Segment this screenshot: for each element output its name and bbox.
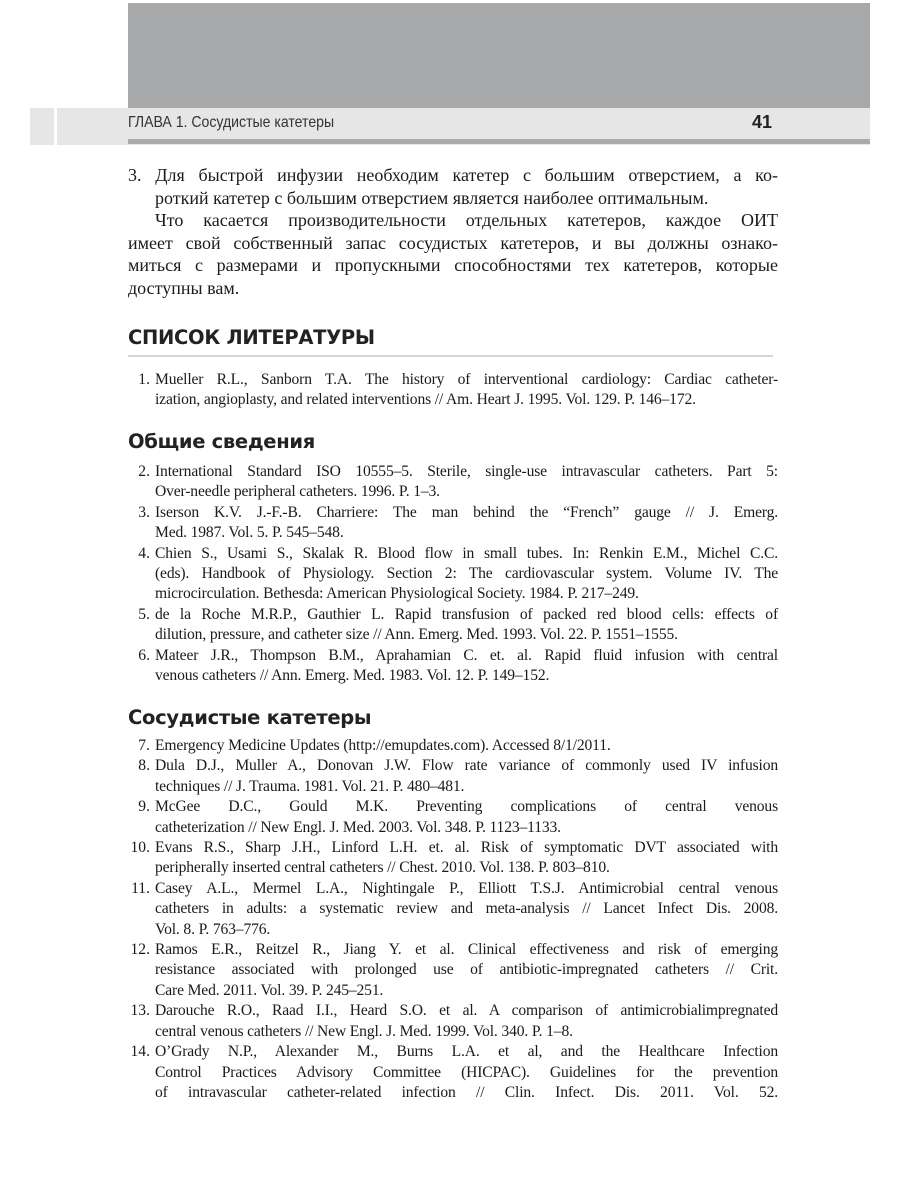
reference-number: 6.	[138, 646, 150, 664]
reference-number: 8.	[138, 757, 150, 775]
reference-line: Emergency Medicine Updates (http://emupdates.com). Accessed 8/1/2011.	[155, 737, 611, 754]
reference-line: Iserson K.V. J.-F.-B. Charriere: The man behind the “French” gauge // J. Emerg.	[155, 503, 778, 521]
reference-number: 12.	[130, 941, 150, 959]
reference-item	[128, 797, 778, 838]
text-line: доступны вам.	[128, 277, 240, 298]
reference-list	[128, 462, 778, 686]
reference-number: 3.	[138, 503, 150, 521]
reference-line: dilution, pressure, and catheter size // Ann. Emerg. Med. 1993. Vol. 22. P. 1551–1555.	[155, 626, 678, 644]
reference-number: 4.	[138, 544, 150, 562]
reference-item	[128, 646, 778, 687]
reference-line: de la Roche M.R.P., Gauthier L. Rapid transfusion of packed red blood cells: effects of	[155, 605, 778, 623]
reference-number: 14.	[130, 1043, 150, 1061]
reference-number: 7.	[138, 737, 150, 754]
reference-line: Evans R.S., Sharp J.H., Linford L.H. et. al. Risk of symptomatic DVT associated with	[155, 839, 778, 857]
reference-line: ization, angioplasty, and related interventions // Am. Heart J. 1995. Vol. 129. P. 146–172.	[155, 391, 696, 409]
reference-line: techniques // J. Trauma. 1981. Vol. 21. P. 480–481.	[155, 777, 465, 795]
section-heading: Общие сведения	[128, 430, 315, 453]
reference-line: catheterization // New Engl. J. Med. 2003. Vol. 348. P. 1123–1133.	[155, 818, 561, 836]
reference-item	[128, 756, 778, 797]
reference-number: 1.	[138, 371, 150, 388]
reference-line: Mateer J.R., Thompson B.M., Aprahamian C. et. al. Rapid fluid infusion with central	[155, 646, 778, 664]
reference-number: 5.	[138, 605, 150, 623]
reference-line: resistance associated with prolonged use of antibiotic-impregnated catheters // Crit.	[155, 961, 778, 979]
reference-item	[128, 605, 778, 646]
reference-line: (eds). Handbook of Physiology. Section 2: The cardiovascular system. Volume IV. The	[155, 565, 778, 583]
section-heading: Сосудистые катетеры	[128, 706, 372, 729]
header-band-divider	[54, 108, 57, 145]
running-title: ГЛАВА 1. Сосудистые катетеры	[128, 114, 335, 131]
intro-text	[128, 164, 778, 300]
page-number: 41	[752, 112, 773, 132]
reference-line: Casey A.L., Mermel L.A., Nightingale P., Elliott T.S.J. Antimicrobial central venous	[155, 879, 778, 897]
reference-line: Control Practices Advisory Committee (HICPAC). Guidelines for the prevention	[155, 1063, 778, 1081]
heading-rule	[128, 355, 773, 357]
reference-line: Chien S., Usami S., Skalak R. Blood flow in small tubes. In: Renkin E.M., Michel C.C.	[155, 544, 778, 562]
reference-item	[128, 462, 778, 503]
reference-item	[128, 879, 778, 940]
reference-number: 11.	[131, 879, 150, 897]
header-decor-block	[128, 3, 870, 108]
reference-line: International Standard ISO 10555–5. Sterile, single-use intravascular catheters. Part 5:	[155, 463, 778, 480]
reference-line: of intravascular catheter-related infection // Clin. Infect. Dis. 2011. Vol. 52.	[155, 1083, 778, 1101]
text-line: роткий катетер с большим отверстием является наиболее оптимальным.	[155, 187, 709, 208]
reference-line: microcirculation. Bethesda: American Physiological Society. 1984. P. 217–249.	[155, 585, 639, 603]
reference-number: 9.	[138, 798, 150, 816]
reference-line: Med. 1987. Vol. 5. P. 545–548.	[155, 524, 344, 542]
reference-line: Dula D.J., Muller A., Donovan J.W. Flow rate variance of commonly used IV infusion	[155, 757, 778, 775]
reference-item	[128, 940, 778, 1001]
text-line: миться с размерами и пропускными способностями тех катетеров, которые	[128, 255, 778, 276]
reference-item	[128, 838, 778, 879]
reference-item	[128, 1001, 778, 1042]
reference-line: catheters in adults: a systematic review and meta-analysis // Lancet Infect Dis. 2008.	[155, 900, 778, 918]
reference-line: peripherally inserted central catheters // Chest. 2010. Vol. 138. P. 803–810.	[155, 859, 610, 877]
reference-item	[128, 736, 778, 756]
reference-item	[128, 544, 778, 605]
reference-list	[128, 370, 778, 411]
text-line: имеет свой собственный запас сосудистых катетеров, и вы должны ознако-	[128, 232, 778, 253]
text-line: Что касается производительности отдельных катетеров, каждое ОИТ	[155, 210, 778, 231]
reference-line: central venous catheters // New Engl. J. Med. 1999. Vol. 340. P. 1–8.	[155, 1022, 573, 1040]
reference-line: Care Med. 2011. Vol. 39. P. 245–251.	[155, 981, 384, 999]
reference-number: 2.	[138, 463, 150, 480]
reference-item	[128, 503, 778, 544]
reference-number: 13.	[130, 1002, 150, 1020]
reference-line: Darouche R.O., Raad I.I., Heard S.O. et al. A comparison of antimicrobialimpregnated	[155, 1002, 778, 1020]
reference-item	[128, 370, 778, 411]
reference-line: Mueller R.L., Sanborn T.A. The history of interventional cardiology: Cardiac catheter-	[155, 371, 778, 388]
reference-line: Over-needle peripheral catheters. 1996. P. 1–3.	[155, 483, 440, 501]
reference-line: Ramos E.R., Reitzel R., Jiang Y. et al. Clinical effectiveness and risk of emerging	[155, 941, 778, 959]
reference-line: McGee D.C., Gould M.K. Preventing complications of central venous	[155, 798, 778, 816]
reference-number: 10.	[130, 839, 150, 857]
section-heading: СПИСОК ЛИТЕРАТУРЫ	[128, 326, 375, 349]
reference-line: Vol. 8. P. 763–776.	[155, 920, 271, 938]
reference-line: O’Grady N.P., Alexander M., Burns L.A. et al, and the Healthcare Infection	[155, 1043, 778, 1061]
reference-item	[128, 1042, 778, 1103]
reference-line: venous catheters // Ann. Emerg. Med. 1983. Vol. 12. P. 149–152.	[155, 667, 550, 685]
reference-list	[128, 736, 778, 1103]
text-line: 3. Для быстрой инфузии необходим катетер с большим отверстием, а ко-	[128, 165, 778, 185]
header-band-strip	[128, 139, 870, 144]
